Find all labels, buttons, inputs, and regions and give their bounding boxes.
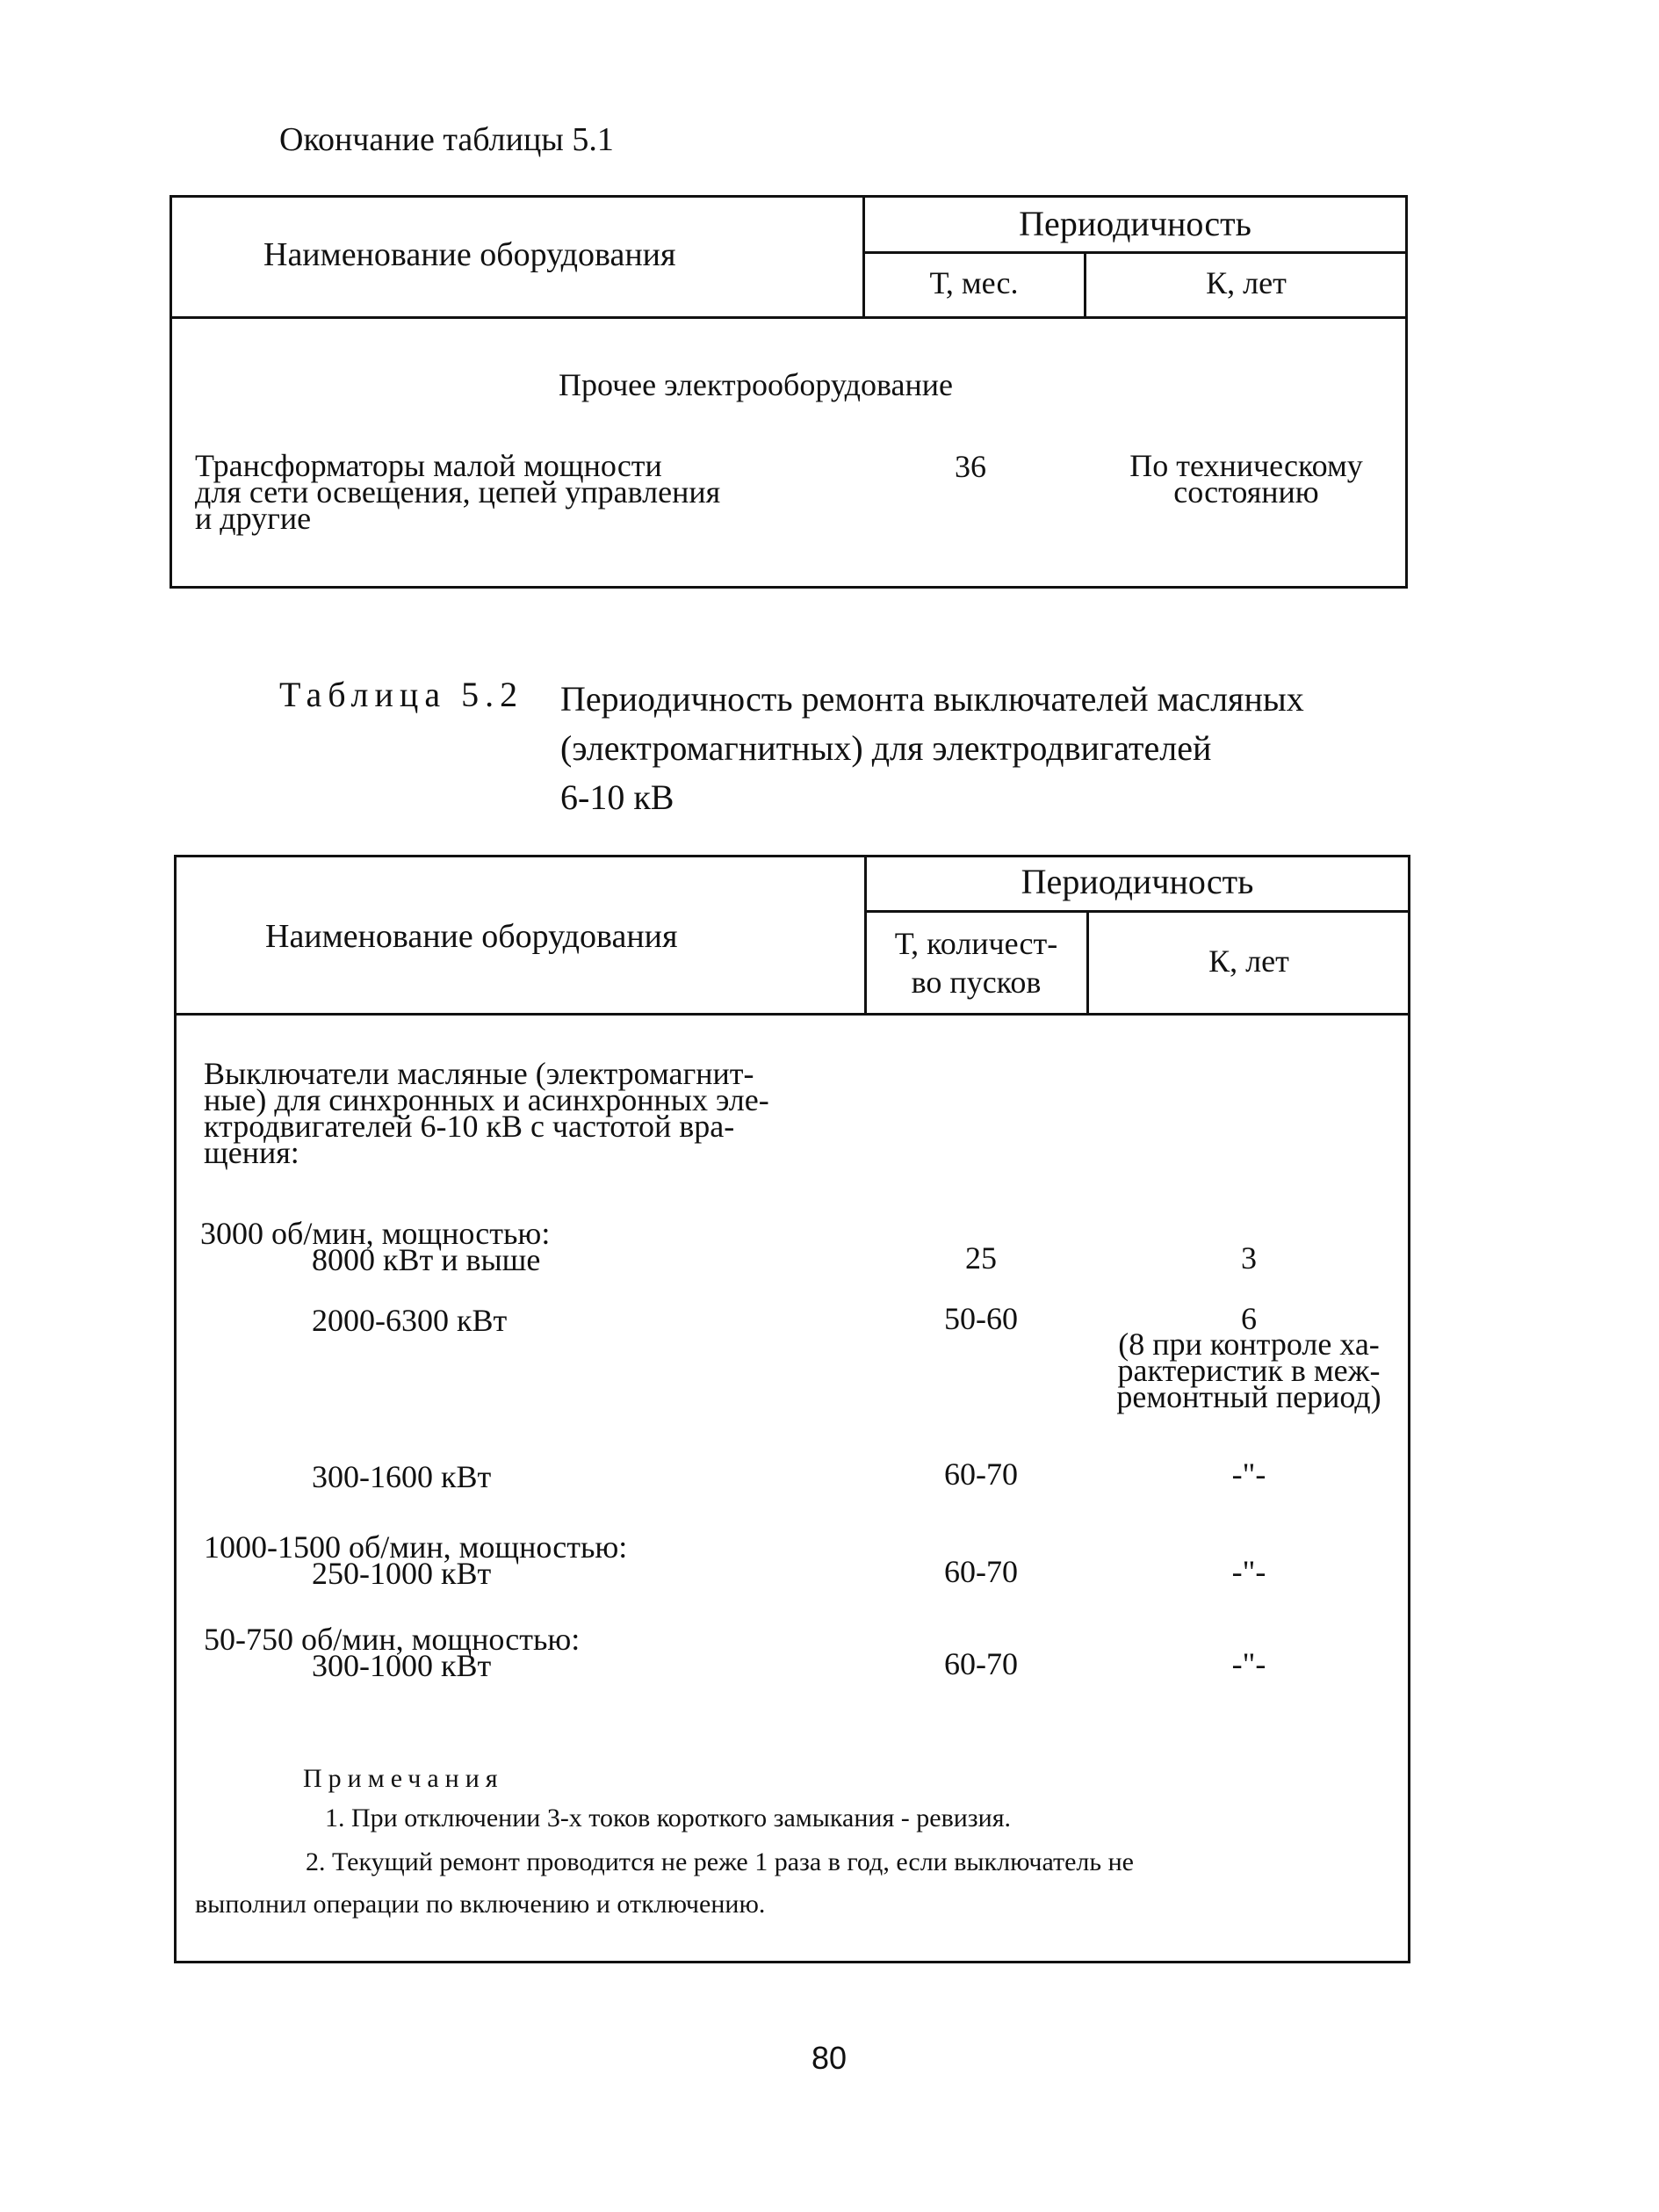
table2-caption-text: Периодичность ремонта выключателей масляных (электромагнитных) для электродвигателей 6-10 кВ <box>560 679 1304 817</box>
table1-header-subline <box>864 251 1406 254</box>
table2-note-item: 2. Текущий ремонт проводится не реже 1 раза в год, если выключатель не <box>306 1847 1134 1876</box>
table2-row-t: 50-60 <box>944 1301 1018 1336</box>
table2-group-label: 3000 об/мин, мощностью: <box>200 1216 551 1251</box>
table1-header-periodicity: Периодичность <box>1019 204 1251 243</box>
table1-header-t: Т, мес. <box>929 265 1019 300</box>
table2-header-periodicity: Периодичность <box>1021 862 1254 901</box>
table2-row-t: 25 <box>965 1240 997 1276</box>
table2-row-power: 250-1000 кВт <box>312 1556 492 1591</box>
table2-row-k: -"- <box>1231 1554 1266 1589</box>
table2-row-power: 2000-6300 кВт <box>312 1303 508 1338</box>
table1-header-name: Наименование оборудования <box>263 236 676 273</box>
table1-row-k: По техническому состоянию <box>1129 448 1363 510</box>
table2-row-k: -"- <box>1231 1646 1266 1681</box>
table2-row-power: 300-1600 кВт <box>312 1459 492 1494</box>
table2-row-t: 60-70 <box>944 1646 1018 1681</box>
table2-header-k: К, лет <box>1208 943 1289 979</box>
table1-header-bottom <box>171 316 1406 319</box>
table2-row-t: 60-70 <box>944 1554 1018 1589</box>
table2-row-k: 3 <box>1241 1240 1257 1276</box>
table2-row-power: 300-1000 кВт <box>312 1648 492 1683</box>
table2-group-label: 1000-1500 об/мин, мощностью: <box>204 1529 628 1565</box>
table2-row-k: -"- <box>1231 1457 1266 1492</box>
table2-row-k: 6 <box>1241 1301 1257 1336</box>
table2-note-item: 1. При отключении 3-х токов короткого замыкания - ревизия. <box>325 1804 1011 1832</box>
table2-row-power: 8000 кВт и выше <box>312 1242 541 1277</box>
table2-group-label: 50-750 об/мин, мощностью: <box>204 1622 581 1657</box>
table1-row-name: Трансформаторы малой мощности для сети освещения, цепей управления и другие <box>195 448 721 536</box>
table2-note-item: выполнил операции по включению и отключению. <box>195 1890 766 1919</box>
table2-header-t: Т, количест- во пусков <box>894 926 1058 1000</box>
table2-row-k-note: (8 при контроле ха- рактеристик в меж- ремонтный период) <box>1116 1326 1381 1414</box>
table1-section-title: Прочее электрооборудование <box>559 367 953 402</box>
table2-intro: Выключатели масляные (электромагнит- ные) для синхронных и асинхронных эле- ктродвигателей 6-10 кВ с частотой вра- щения: <box>204 1056 769 1170</box>
table2-header-name: Наименование оборудования <box>265 918 678 955</box>
table1-continuation-title: Окончание таблицы 5.1 <box>279 121 614 158</box>
table1-row-t: 36 <box>955 449 986 484</box>
table2-header-bottom <box>176 1013 1409 1016</box>
table2-header-subline <box>866 910 1409 913</box>
table2-notes-title: Примечания <box>303 1764 504 1793</box>
table1-header-k: К, лет <box>1206 265 1287 300</box>
table2-caption-label: Таблица 5.2 <box>279 675 524 714</box>
page-number: 80 <box>811 2040 848 2076</box>
table2-row-t: 60-70 <box>944 1457 1018 1492</box>
